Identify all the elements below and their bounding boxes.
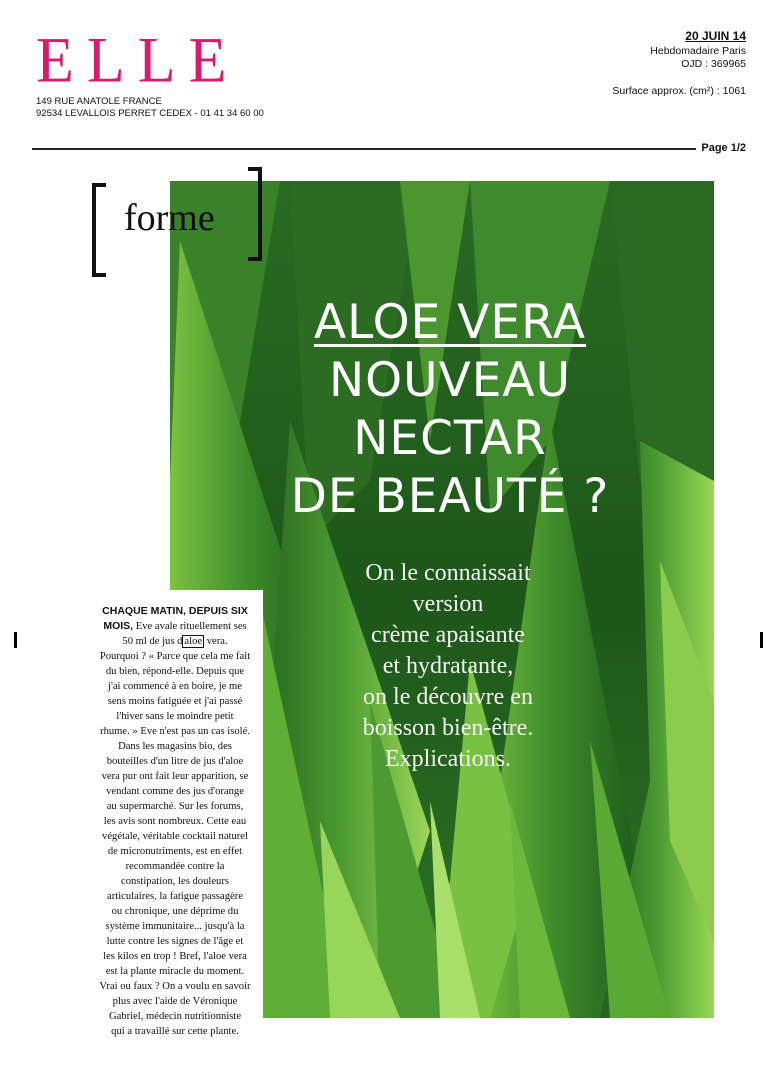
press-metadata [612, 30, 746, 98]
standfirst-line: crème apaisante [371, 622, 525, 648]
surface-area: Surface approx. (cm²) : 1061 [612, 85, 746, 97]
rubric-label: forme [124, 197, 215, 239]
body-line: les avis sont nombreux. Cette eau [103, 816, 247, 827]
headline-line: DE BEAUTÉ ? [290, 469, 610, 524]
lead-in: CHAQUE MATIN, DEPUIS SIX [102, 605, 248, 617]
body-line: Dans les magasins bio, des [118, 741, 232, 752]
body-line: Gabriel, médecin nutritionniste [108, 1011, 242, 1022]
body-line: l'hiver sans le moindre petit [116, 711, 234, 722]
body-line: rhume. » Eve n'est pas un cas isolé. [100, 726, 250, 737]
body-line: lutte contre les signes de l'âge et [106, 936, 244, 947]
body-line: ou chronique, une déprime du [111, 906, 239, 917]
body-line: Pourquoi ? « Parce que cela me fait [99, 651, 251, 662]
standfirst-line: et hydratante, [382, 653, 514, 679]
standfirst-line: On le connaissait [365, 560, 531, 586]
margin-mark-left [14, 632, 17, 648]
standfirst-line: on le découvre en [363, 684, 533, 710]
body-line: système immunitaire... jusqu'à la [105, 921, 245, 932]
highlighted-word: aloe [184, 636, 203, 647]
body-line: plus avec l'aide de Véronique [112, 996, 238, 1007]
body-line: est la plante miracle du moment. [105, 966, 245, 977]
body-line: constipation, les douleurs [121, 876, 229, 887]
body-line: au supermarché. Sur les forums, [106, 801, 244, 812]
body-line [90, 634, 260, 649]
header-rule [32, 148, 696, 150]
body-fragment: vera. [204, 636, 228, 647]
body-line [90, 619, 260, 634]
headline-line: NOUVEAU [329, 353, 571, 408]
body-fragment: Eve avale rituellement ses [133, 621, 247, 632]
body-line: vera pur ont fait leur apparition, se [101, 771, 249, 782]
headline-line: NECTAR [353, 411, 547, 466]
body-line: les kilos en trop ! Bref, l'aloe vera [103, 951, 247, 962]
margin-mark-right [760, 632, 763, 648]
standfirst-line: Explications. [385, 746, 511, 772]
address-line-2: 92534 LEVALLOIS PERRET CEDEX - 01 41 34 60 00 [36, 108, 264, 119]
body-line: j'ai commencé à en boire, je me [108, 681, 242, 692]
rubric-bracket-left [92, 183, 106, 277]
standfirst-line: boisson bien-être. [362, 715, 534, 741]
page-number: Page 1/2 [701, 142, 746, 154]
body-line: sens moins fatiguée et j'ai passé [107, 696, 243, 707]
standfirst [298, 558, 598, 775]
body-line: de micronutriments, est en effet [107, 846, 243, 857]
elle-logo: ELLE [36, 24, 240, 97]
frequency: Hebdomadaire Paris [650, 45, 746, 57]
body-line: Vrai ou faux ? On a voulu en savoir [99, 981, 251, 992]
headline-line: ALOE VERA [313, 295, 587, 350]
article-body [90, 604, 260, 1039]
issue-date: 20 JUIN 14 [685, 29, 746, 43]
body-line: bouteilles d'un litre de jus d'aloe [106, 756, 244, 767]
body-line: recommandée contre la [125, 861, 225, 872]
headline [230, 294, 670, 526]
standfirst-line: version [412, 591, 484, 617]
ojd-count: OJD : 369965 [681, 58, 746, 70]
address-line-1: 149 RUE ANATOLE FRANCE [36, 96, 162, 107]
body-line: du bien, répond-elle. Depuis que [105, 666, 245, 677]
rubric-bracket-right [248, 167, 262, 261]
body-line: qui a travaillé sur cette plante. [111, 1026, 239, 1037]
body-line: articulaires, la fatigue passagère [107, 891, 243, 902]
lead-in-end: MOIS, [103, 620, 134, 632]
body-line: végétale, véritable cocktail naturel [102, 831, 248, 842]
body-fragment: 50 ml de jus d [122, 636, 183, 647]
publisher-address [36, 96, 264, 120]
body-line: vendant comme des jus d'orange [106, 786, 244, 797]
